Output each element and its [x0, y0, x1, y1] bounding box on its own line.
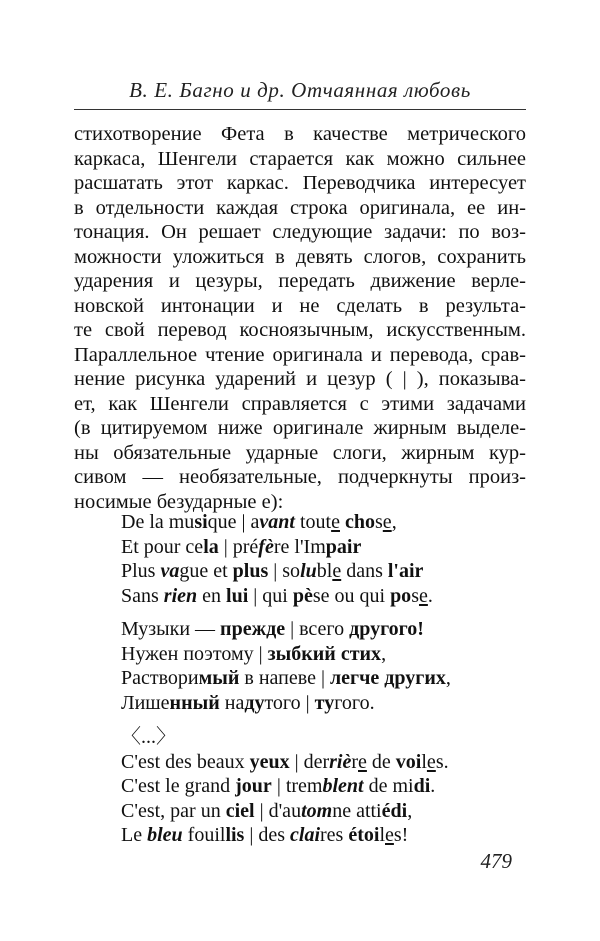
verse-segment: de: [366, 750, 396, 773]
verse-segment: e: [382, 511, 392, 533]
header-rule: [74, 109, 526, 110]
verse-segment: de mi: [363, 775, 414, 797]
running-head: В. Е. Багно и др. Отчаянная любовь: [129, 78, 471, 102]
verse-segment: e: [426, 750, 436, 773]
verse-segment: Sans: [121, 584, 164, 607]
verse-segment: va: [160, 560, 180, 582]
verse-segment: lis: [225, 824, 245, 846]
verse-segment: ne atti: [332, 799, 382, 822]
verse-line: [121, 584, 433, 609]
verse-segment: ,: [445, 667, 451, 689]
verse-segment: vant: [259, 511, 295, 533]
verse-segment: | pré: [218, 535, 259, 558]
verse-segment: jour: [235, 775, 272, 797]
verse-segment: e: [332, 560, 342, 582]
prose-line: сивом — необязательные, подчеркнуты произ-: [74, 466, 526, 488]
verse-segment: зыбкий стих: [267, 642, 382, 665]
verse-segment: clai: [290, 824, 321, 846]
prose-line: расшатать этот каркас. Переводчика интересует: [74, 172, 526, 194]
verse-segment: гого.: [334, 691, 375, 714]
verse-segment: fouil: [182, 824, 226, 846]
poem-stanza-french-2: [121, 725, 449, 848]
prose-line: те свой перевод косноязычным, искусственным.: [74, 319, 526, 341]
verse-segment: l'air: [387, 560, 424, 582]
poem-stanza-french-1: [121, 510, 433, 608]
verse-segment: Le: [121, 824, 148, 846]
verse-segment: di: [413, 775, 431, 797]
prose-line: в отдельности каждая строка оригинала, ее ин-: [74, 196, 526, 219]
verse-segment: в напеве |: [239, 667, 330, 689]
verse-line: [121, 617, 451, 642]
verse-segment: l: [379, 824, 385, 846]
verse-segment: Plus: [121, 560, 161, 582]
prose-line: каркаса, Шенгели старается как можно сильнее: [74, 147, 526, 170]
verse-segment: blent: [322, 775, 364, 797]
verse-line: [121, 642, 451, 667]
verse-segment: bleu: [147, 824, 183, 846]
verse-segment: bl: [316, 560, 333, 582]
verse-segment: .: [427, 584, 433, 607]
verse-segment: e: [331, 511, 340, 533]
verse-segment: r: [351, 750, 359, 773]
verse-segment: Et pour ce: [121, 535, 204, 558]
verse-segment: lui: [226, 584, 249, 607]
verse-segment: se ou qui: [312, 584, 391, 607]
verse-segment: dans: [341, 560, 388, 582]
verse-segment: Нужен поэтому |: [121, 642, 268, 665]
verse-segment: ,: [381, 642, 387, 665]
verse-segment: la: [203, 535, 219, 558]
verse-segment: pè: [292, 584, 313, 607]
verse-segment: plus: [232, 560, 269, 582]
verse-segment: tout: [294, 511, 332, 533]
verse-line: [121, 799, 449, 824]
prose-line: нение рисунка ударений и цезур ( | ), показыва-: [74, 368, 526, 390]
verse-segment: C'est des beaux: [121, 750, 250, 773]
verse-segment: | der: [289, 750, 330, 773]
verse-segment: De la mu: [121, 511, 195, 533]
verse-segment: e: [358, 750, 367, 773]
verse-segment: e: [418, 584, 428, 607]
verse-segment: нный: [169, 691, 220, 714]
verse-segment: на: [219, 691, 245, 714]
verse-line: [121, 559, 433, 584]
verse-segment: | qui: [248, 584, 293, 607]
verse-segment: voi: [395, 750, 422, 773]
verse-segment: ту: [314, 691, 335, 714]
verse-segment: C'est le grand: [121, 775, 236, 797]
verse-segment: que | a: [207, 511, 260, 533]
prose-line: можности уложиться в девять слогов, сохранить: [74, 245, 526, 268]
verse-segment: Лише: [121, 691, 170, 714]
verse-segment: en: [197, 584, 227, 607]
verse-line: [121, 510, 433, 535]
verse-segment: ciel: [225, 799, 255, 822]
prose-line: Параллельное чтение оригинала и перевода, срав-: [74, 343, 526, 366]
verse-segment: cho: [345, 511, 375, 533]
verse-segment: Раствори: [121, 667, 199, 689]
verse-segment: .: [430, 775, 436, 797]
verse-segment: | d'au: [254, 799, 302, 822]
verse-segment: e: [385, 824, 394, 846]
verse-line: [121, 691, 451, 716]
prose-line: ны обязательные ударные слоги, жирным кур-: [74, 441, 526, 464]
prose-line: тонация. Он решает следующие задачи: по воз-: [74, 221, 526, 243]
verse-segment: s: [411, 584, 419, 607]
verse-segment: s: [375, 511, 383, 533]
prose-line: ет, как Шенгели справляется с этими задачами: [74, 392, 526, 415]
verse-segment: fè: [258, 535, 274, 558]
verse-segment: s.: [435, 750, 449, 773]
verse-segment: C'est, par un: [121, 799, 226, 822]
verse-segment: 〈...〉: [121, 726, 176, 748]
prose-line: носимые безударные e):: [74, 490, 284, 513]
page-number: 479: [480, 849, 512, 873]
verse-segment: édi: [381, 799, 408, 822]
verse-segment: riè: [329, 750, 352, 773]
verse-segment: ,: [407, 799, 413, 822]
verse-line: [121, 774, 449, 799]
verse-segment: ду: [244, 691, 265, 714]
verse-segment: po: [390, 584, 412, 607]
prose-line: (в цитируемом ниже оригинале жирным выделе-: [74, 417, 526, 439]
verse-segment: re l'Im: [273, 535, 326, 558]
verse-segment: tom: [301, 799, 333, 822]
verse-segment: yeux: [249, 750, 290, 773]
verse-segment: | trem: [271, 775, 323, 797]
verse-line: [121, 535, 433, 560]
verse-line: [121, 666, 451, 691]
verse-segment: pair: [325, 535, 362, 558]
verse-segment: étoi: [348, 824, 380, 846]
verse-segment: легче других: [329, 667, 446, 689]
prose-line: новской интонации и не сделать в результа-: [74, 294, 526, 317]
verse-segment: | всего: [285, 618, 350, 640]
prose-line: стихотворение Фета в качестве метрического: [74, 123, 526, 145]
body-paragraph: [74, 122, 526, 514]
verse-segment: rien: [163, 584, 198, 607]
verse-segment: l: [421, 750, 427, 773]
verse-segment: lu: [300, 560, 317, 582]
verse-line: [121, 823, 449, 848]
verse-segment: res: [320, 824, 349, 846]
ellipsis-mark: [121, 725, 449, 750]
verse-segment: того |: [264, 691, 315, 714]
verse-segment: s!: [393, 824, 409, 846]
verse-line: [121, 750, 449, 775]
verse-segment: gue et: [179, 560, 233, 582]
verse-segment: Музыки —: [121, 618, 221, 640]
verse-segment: другого!: [349, 618, 424, 640]
poem-stanza-russian: [121, 617, 451, 715]
verse-segment: ,: [391, 511, 397, 533]
prose-line: ударения и цезуры, передать движение верле-: [74, 270, 526, 292]
verse-segment: si: [194, 511, 208, 533]
verse-segment: прежде: [220, 618, 286, 640]
verse-segment: | des: [244, 824, 291, 846]
verse-segment: мый: [198, 667, 240, 689]
verse-segment: | so: [268, 560, 301, 582]
